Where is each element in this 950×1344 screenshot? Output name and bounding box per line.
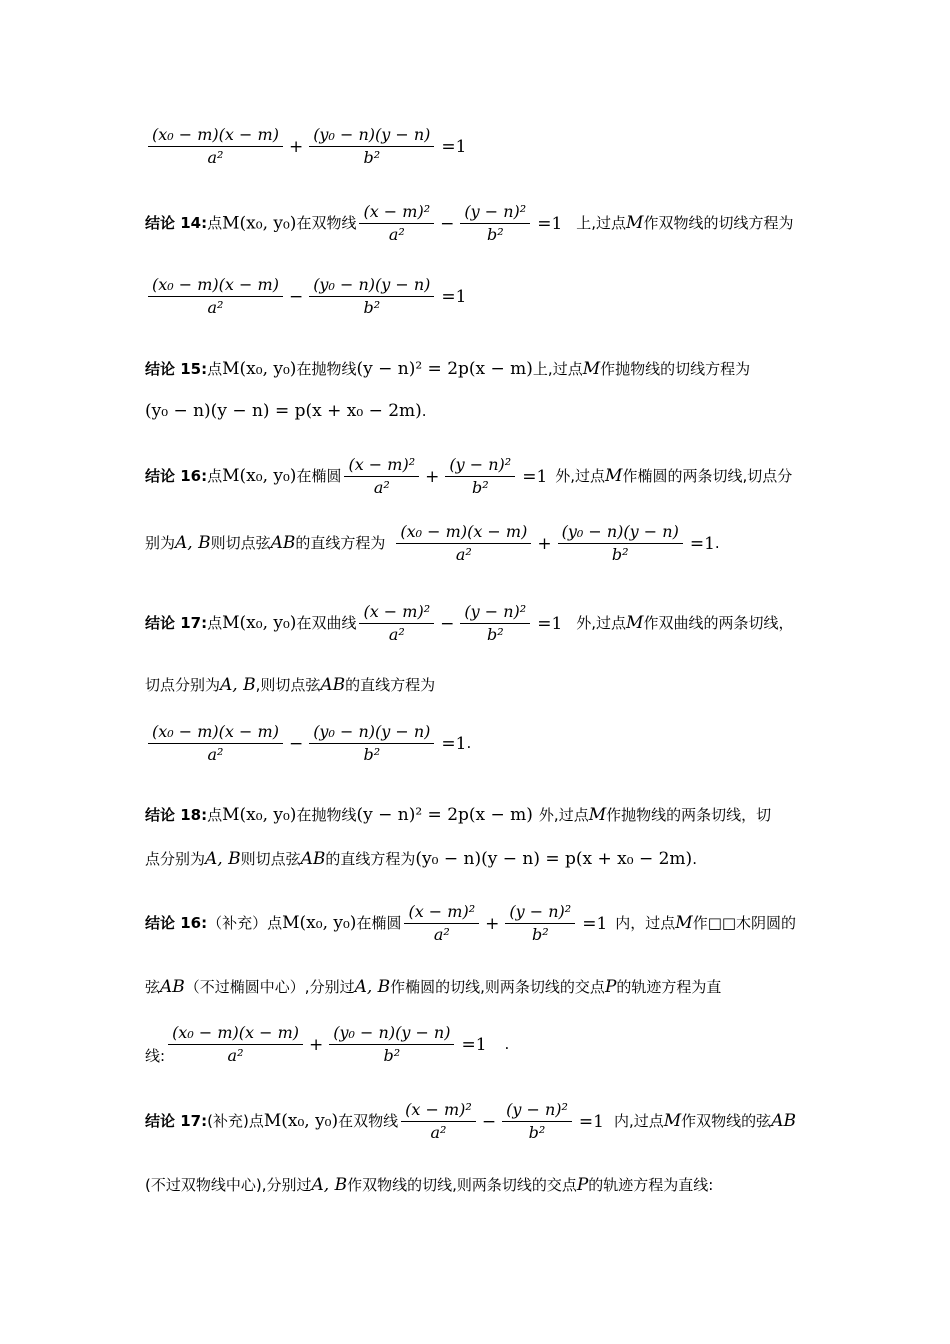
fraction: $\frac{\text{(x − m)²}}{\text{a²}}$ [401, 1101, 476, 1142]
conclusion-17-line1: 结论 17:点M(x₀, y₀)在双曲线 $\frac{\text{(x − m)²}}{\text{a²}}$ − $\frac{\text{(y − n)²}}{\text{b²}}$ =1 外,过点M作双曲线的两条切线， [145, 602, 794, 644]
fraction: $\frac{\text{(x − m)²}}{\text{a²}}$ [359, 603, 434, 644]
conclusion-15-line1: 结论 15:点M(x₀, y₀)在抛物线(y − n)² = 2p(x − m)上,过点M作抛物线的切线方程为 [145, 359, 751, 379]
fraction: $\frac{\text{(y₀ − n)(y − n)}}{\text{b²}}$ [309, 276, 434, 317]
conclusion-16-line2: 别为A, B则切点弦AB的直线方程为 $\frac{\text{(x₀ − m)(x − m)}}{\text{a²}}$ + $\frac{\text{(y₀ − n)(y − n)}}{\text{b²}}$ =1. [145, 522, 720, 564]
conclusion-label: 结论 14: [145, 214, 208, 232]
conclusion-label: 结论 16: [145, 467, 208, 485]
conclusion-14-line1: 结论 14:点M(x₀, y₀)在双物线 $\frac{\text{(x − m)²}}{\text{a²}}$ − $\frac{\text{(y − n)²}}{\text{b²}}$ =1 上,过点M作双物线的切线方程为 [145, 202, 794, 244]
fraction: $\frac{\text{(y₀ − n)(y − n)}}{\text{b²}}$ [309, 723, 434, 764]
conclusion-17-formula: $\frac{\text{(x₀ − m)(x − m)}}{\text{a²}}$ − $\frac{\text{(y₀ − n)(y − n)}}{\text{b²}}$ =1. [145, 723, 471, 764]
conclusion-17-supplement-line1: 结论 17:(补充)点M(x₀, y₀)在双物线 $\frac{\text{(x − m)²}}{\text{a²}}$ − $\frac{\text{(y − n)²}}{\text{b²}}$ =1 内,过点M作双物线的弦AB [145, 1100, 796, 1142]
conclusion-label: 结论 17: [145, 1112, 208, 1130]
conclusion-label: 结论 17: [145, 614, 208, 632]
fraction: $\frac{\text{(x − m)²}}{\text{a²}}$ [344, 456, 419, 497]
conclusion-18-line1: 结论 18:点M(x₀, y₀)在抛物线(y − n)² = 2p(x − m) 外,过点M作抛物线的两条切线，切 [145, 805, 772, 825]
fraction: $\frac{\text{(y₀ − n)(y − n)}}{\text{b²}}$ [309, 126, 434, 167]
fraction: $\frac{\text{(x − m)²}}{\text{a²}}$ [404, 903, 479, 944]
conclusion-label: 结论 15: [145, 360, 208, 378]
fraction: $\frac{\text{(y₀ − n)(y − n)}}{\text{b²}}$ [558, 523, 683, 564]
conclusion-16-line1: 结论 16:点M(x₀, y₀)在椭圆 $\frac{\text{(x − m)²}}{\text{a²}}$ + $\frac{\text{(y − n)²}}{\text{b²}}$ =1 外,过点M作椭圆的两条切线,切点分 [145, 455, 793, 497]
fraction: $\frac{\text{(y₀ − n)(y − n)}}{\text{b²}}$ [329, 1024, 454, 1065]
conclusion-label: 结论 18: [145, 806, 208, 824]
conclusion-18-line2: 点分别为A, B则切点弦AB的直线方程为(y₀ − n)(y − n) = p(x + x₀ − 2m). [145, 849, 697, 869]
conclusion-14-formula: $\frac{\text{(x₀ − m)(x − m)}}{\text{a²}}$ − $\frac{\text{(y₀ − n)(y − n)}}{\text{b²}}$ =1 [145, 276, 466, 317]
conclusion-label: 结论 16: [145, 914, 208, 932]
conclusion-16-supplement-line1: 结论 16:（补充）点M(x₀, y₀)在椭圆 $\frac{\text{(x − m)²}}{\text{a²}}$ + $\frac{\text{(y − n)²}}{\text{b²}}$ =1 内，过点M作□□木阴圆的 [145, 902, 797, 944]
fraction: $\frac{\text{(y − n)²}}{\text{b²}}$ [505, 903, 575, 944]
conclusion-17-line2: 切点分别为A, B,则切点弦AB的直线方程为 [145, 675, 436, 695]
conclusion-16-supplement-formula: 线: $\frac{\text{(x₀ − m)(x − m)}}{\text{a²}}$ + $\frac{\text{(y₀ − n)(y − n)}}{\text{b²}}$ =1 . [145, 1023, 510, 1065]
fraction: $\frac{\text{(x₀ − m)(x − m)}}{\text{a²}}$ [168, 1024, 303, 1065]
fraction: $\frac{\text{(y − n)²}}{\text{b²}}$ [460, 603, 530, 644]
fraction: $\frac{\text{(y − n)²}}{\text{b²}}$ [445, 456, 515, 497]
conclusion-17-supplement-line2: (不过双物线中心),分别过A, B作双物线的切线,则两条切线的交点P的轨迹方程为直线: [145, 1175, 714, 1195]
fraction: $\frac{\text{(y − n)²}}{\text{b²}}$ [460, 203, 530, 244]
conclusion-15-formula: (y₀ − n)(y − n) = p(x + x₀ − 2m). [145, 401, 427, 421]
fraction: $\frac{\text{(x₀ − m)(x − m)}}{\text{a²}}$ [396, 523, 531, 564]
fraction: $\frac{\text{(y − n)²}}{\text{b²}}$ [502, 1101, 572, 1142]
conclusion-16-supplement-line2: 弦AB（不过椭圆中心）,分别过A, B作椭圆的切线,则两条切线的交点P的轨迹方程为直 [145, 977, 722, 997]
fraction: $\frac{\text{(x₀ − m)(x − m)}}{\text{a²}}$ [148, 276, 283, 317]
fraction: $\frac{\text{(x₀ − m)(x − m)}}{\text{a²}}$ [148, 723, 283, 764]
fraction: $\frac{\text{(x₀ − m)(x − m)}}{\text{a²}}$ [148, 126, 283, 167]
fraction: $\frac{\text{(x − m)²}}{\text{a²}}$ [359, 203, 434, 244]
formula-ellipse-chord-top: $\frac{\text{(x₀ − m)(x − m)}}{\text{a²}}$ + $\frac{\text{(y₀ − n)(y − n)}}{\text{b²}}$ =1 [145, 126, 466, 167]
